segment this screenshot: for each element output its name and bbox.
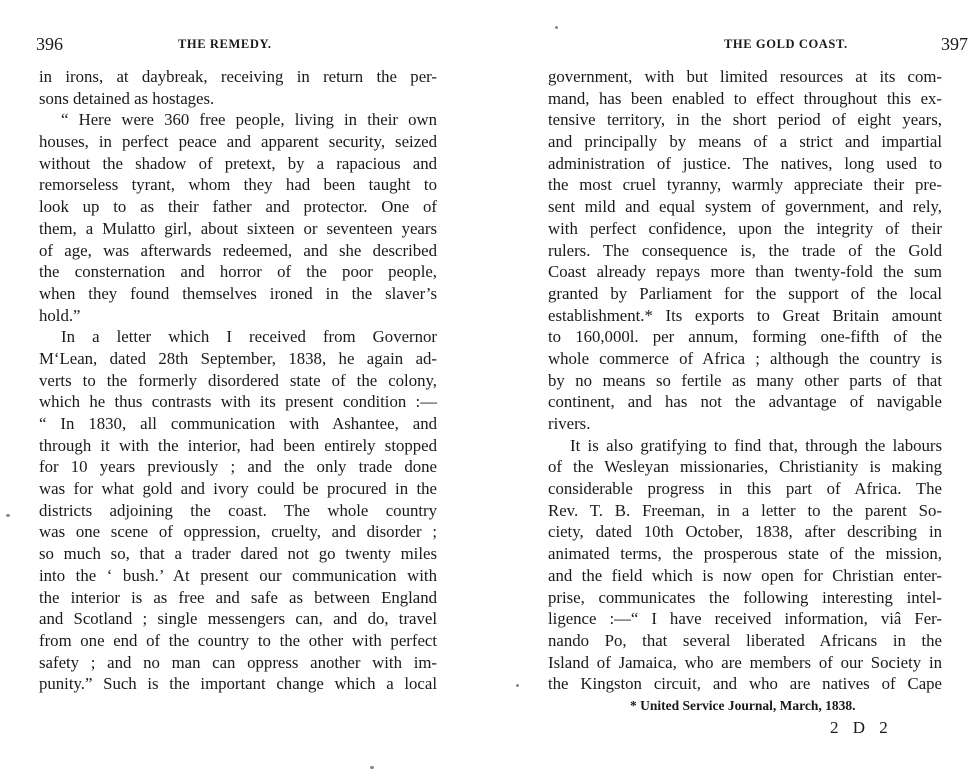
text-line: Rev. T. B. Freeman, in a letter to the parent So- bbox=[548, 500, 942, 520]
scan-speck bbox=[516, 684, 519, 687]
text-line: Island of Jamaica, who are members of our Society in bbox=[548, 652, 942, 672]
scan-speck bbox=[370, 766, 374, 769]
text-line: the most cruel tyranny, warmly appreciate their pre- bbox=[548, 175, 942, 195]
text-line: them, a Mulatto girl, about sixteen or seventeen years bbox=[39, 218, 437, 238]
scan-speck bbox=[6, 514, 10, 517]
text-line: animated terms, the prosperous state of the mission, bbox=[548, 544, 942, 564]
footnote: * United Service Journal, March, 1838. bbox=[630, 698, 856, 713]
left-page-number: 396 bbox=[36, 34, 63, 54]
text-line: “ In 1830, all communication with Ashantee, and bbox=[39, 414, 437, 433]
text-line: ligence :—“ I have received information, viâ Fer- bbox=[548, 609, 942, 629]
text-line: and the field which is now open for Christian enter- bbox=[548, 565, 942, 585]
text-line: with perfect confidence, upon the integrity of their bbox=[548, 218, 942, 238]
text-line: of age, was afterwards redeemed, and she described bbox=[39, 240, 437, 260]
right-page-number: 397 bbox=[941, 34, 968, 54]
right-body-text bbox=[548, 66, 942, 695]
text-line: administration of justice. The natives, long used to bbox=[548, 153, 942, 173]
text-line: punity.” Such is the important change which a local bbox=[39, 674, 437, 694]
text-line: considerable progress in this part of Africa. The bbox=[548, 479, 942, 499]
text-line: sent mild and equal system of government, and rely, bbox=[548, 197, 942, 217]
text-line: Coast already repays more than twenty-fold the sum bbox=[548, 262, 942, 282]
text-line: for 10 years previously ; and the only trade done bbox=[39, 457, 437, 477]
text-line: the interior is as free and safe as between England bbox=[39, 587, 437, 607]
scan-speck bbox=[555, 26, 558, 29]
text-line: which he thus contrasts with its present condition :— bbox=[39, 392, 437, 412]
text-line: safety ; and no man can oppress another with im- bbox=[39, 652, 437, 672]
text-line: sons detained as hostages. bbox=[39, 88, 215, 108]
text-line: was for what gold and ivory could be procured in the bbox=[39, 479, 437, 499]
text-line: whole commerce of Africa ; although the country is bbox=[548, 348, 942, 368]
right-page-header bbox=[548, 34, 968, 56]
text-line: in irons, at daybreak, receiving in return the per- bbox=[39, 67, 437, 86]
text-line: the Kingston circuit, and who are natives of Cape bbox=[548, 674, 942, 694]
left-running-title: THE REMEDY. bbox=[178, 37, 272, 51]
text-line: rivers. bbox=[548, 414, 591, 433]
text-line: rulers. The consequence is, the trade of the Gold bbox=[548, 240, 942, 260]
text-line: from one end of the country to the other with perfect bbox=[39, 630, 437, 650]
text-line: In a letter which I received from Governor bbox=[61, 327, 437, 347]
text-line: prise, communicates the following interesting intel- bbox=[548, 587, 942, 607]
left-body-text bbox=[39, 66, 437, 695]
text-line: of the Wesleyan missionaries, Christianity is making bbox=[548, 457, 942, 477]
text-line: M‘Lean, dated 28th September, 1838, he again ad- bbox=[39, 348, 437, 368]
signature-mark: 2 D 2 bbox=[830, 718, 893, 737]
text-line: government, with but limited resources at its com- bbox=[548, 67, 942, 86]
text-line: by no means so fertile as many other parts of that bbox=[548, 370, 942, 390]
right-page bbox=[500, 0, 980, 772]
text-line: and principally by means of a strict and impartial bbox=[548, 132, 942, 152]
text-line: hold.” bbox=[39, 305, 81, 325]
right-running-title: THE GOLD COAST. bbox=[724, 37, 848, 51]
left-page bbox=[0, 0, 480, 772]
text-line: nando Po, that several liberated Africans in the bbox=[548, 630, 942, 650]
left-page-header bbox=[36, 34, 442, 56]
text-line: into the ‘ bush.’ At present our communication with bbox=[39, 565, 437, 585]
text-line: remorseless tyrant, whom they had been taught to bbox=[39, 175, 437, 195]
text-line: districts adjoining the coast. The whole country bbox=[39, 500, 437, 520]
text-line: houses, in perfect peace and apparent security, seized bbox=[39, 132, 437, 152]
text-line: was one scene of oppression, cruelty, and disorder ; bbox=[39, 522, 437, 542]
text-line: when they found themselves ironed in the slaver’s bbox=[39, 283, 437, 303]
text-line: mand, has been enabled to effect throughout this ex- bbox=[548, 88, 942, 108]
text-line: granted by Parliament for the support of the local bbox=[548, 283, 942, 303]
text-line: the consternation and horror of the poor people, bbox=[39, 262, 437, 282]
text-line: without the shadow of pretext, by a rapacious and bbox=[39, 153, 437, 173]
text-line: through it with the interior, had been entirely stopped bbox=[39, 435, 437, 455]
text-line: so much so, that a trader dared not go twenty miles bbox=[39, 544, 437, 564]
text-line: look up to as their father and protector. One of bbox=[39, 197, 437, 217]
text-line: It is also gratifying to find that, through the labours bbox=[570, 435, 942, 455]
text-line: “ Here were 360 free people, living in their own bbox=[61, 110, 437, 130]
text-line: continent, and has not the advantage of navigable bbox=[548, 392, 942, 412]
text-line: ciety, dated 10th October, 1838, after describing in bbox=[548, 522, 942, 542]
text-line: tensive territory, in the short period of eight years, bbox=[548, 110, 942, 130]
text-line: verts to the formerly disordered state of the colony, bbox=[39, 370, 437, 390]
text-line: establishment.* Its exports to Great Britain amount bbox=[548, 305, 942, 325]
text-line: to 160,000l. per annum, forming one-fifth of the bbox=[548, 327, 942, 347]
text-line: and Scotland ; single messengers can, and do, travel bbox=[39, 609, 437, 629]
